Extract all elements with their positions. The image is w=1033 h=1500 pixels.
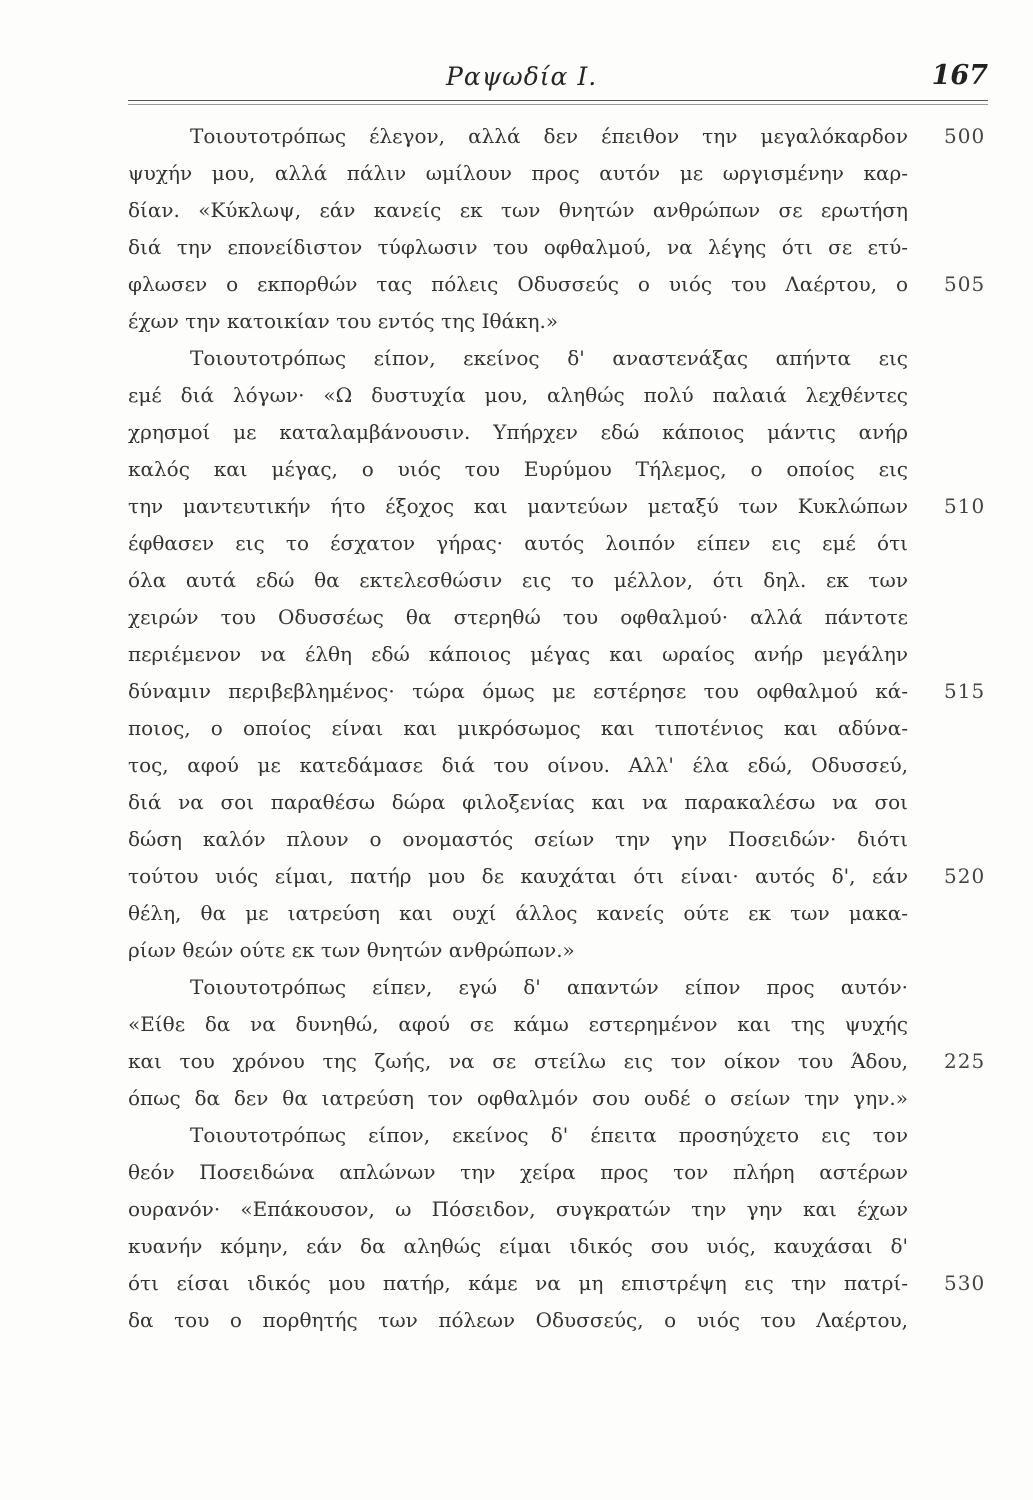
text-line [128,1006,908,1043]
line-text: διά να σοι παραθέσω δώρα φιλοξενίας και να παρακαλέσω να σοι [128,790,908,814]
text-line [128,1265,986,1302]
line-text: ότι είσαι ιδικός μου πατήρ, κάμε να μη επιστρέψη εις την πατρί- [128,1271,908,1295]
text-line [128,858,986,895]
text-line [128,229,908,266]
text-line [128,599,908,636]
line-text: ουρανόν· «Επάκουσον, ω Πόσειδον, συγκρατών την γην και έχων [128,1197,908,1221]
text-line [128,895,908,932]
text-line [128,1080,908,1117]
line-text: εμέ διά λόγων· «Ω δυστυχία μου, αληθώς πολύ παλαιά λεχθέντες [128,383,908,407]
page-number: 167 [931,60,988,91]
line-text: φλωσεν ο εκπορθών τας πόλεις Οδυσσεύς ο υιός του Λαέρτου, ο [128,272,908,296]
line-text: ρίων θεών ούτε εκ των θνητών ανθρώπων.» [128,938,575,962]
line-text: χειρών του Οδυσσέως θα στερηθώ του οφθαλμού· αλλά πάντοτε [128,605,908,629]
text-line [128,932,908,969]
line-text: δώση καλόν πλουν ο ονομαστός σείων την γην Ποσειδών· διότι [128,827,908,851]
text-line [128,303,908,340]
text-line [128,377,908,414]
text-line [128,1154,908,1191]
line-text: δίαν. «Κύκλωψ, εάν κανείς εκ των θνητών ανθρώπων σε ερωτήση [128,198,908,222]
line-number: 225 [944,1049,986,1073]
line-text: θεόν Ποσειδώνα απλώνων την χείρα προς τον πλήρη αστέρων [128,1160,908,1184]
text-line [128,1191,908,1228]
text-line [128,784,908,821]
line-text: χρησμοί με καταλαμβάνουσιν. Υπήρχεν εδώ κάποιος μάντις ανήρ [128,420,908,444]
text-line [128,710,908,747]
line-text: θέλη, θα με ιατρεύση και ουχί άλλος κανείς ούτε εκ των μακα- [128,901,908,925]
text-line [128,673,986,710]
line-text: Τοιουτοτρόπως είπον, εκείνος δ' έπειτα προσηύχετο εις τον [190,1123,908,1147]
running-head: Ραψωδία Ι. [446,62,598,91]
text-line [128,266,986,303]
line-text: έφθασεν εις το έσχατον γήρας· αυτός λοιπόν είπεν εις εμέ ότι [128,531,908,555]
line-text: τούτου υιός είμαι, πατήρ μου δε καυχάται ότι είναι· αυτός δ', εάν [128,864,908,888]
line-number: 500 [944,124,986,148]
text-line [128,155,908,192]
line-text: διά την επονείδιστον τύφλωσιν του οφθαλμού, να λέγης ότι σε ετύ- [128,235,908,259]
line-number: 505 [944,272,986,296]
line-text: έχων την κατοικίαν του εντός της Ιθάκη.» [128,309,559,333]
line-text: κυανήν κόμην, εάν δα αληθώς είμαι ιδικός σου υιός, καυχάσαι δ' [128,1234,908,1258]
line-text: όπως δα δεν θα ιατρεύση τον οφθαλμόν σου ουδέ ο σείων την γην.» [128,1086,908,1110]
page-header [128,60,988,102]
text-line [128,414,908,451]
text-line [128,821,908,858]
line-text: Τοιουτοτρόπως έλεγον, αλλά δεν έπειθον την μεγαλόκαρδον [190,124,908,148]
line-text: δα του ο πορθητής των πόλεων Οδυσσεύς, ο υιός του Λαέρτου, [128,1308,908,1332]
line-text: όλα αυτά εδώ θα εκτελεσθώσιν εις το μέλλον, ότι δηλ. εκ των [128,568,908,592]
text-line [128,747,908,784]
text-line [128,340,908,377]
text-line [128,1228,908,1265]
line-text: και του χρόνου της ζωής, να σε στείλω εις τον οίκον του Άδου, [128,1049,908,1073]
line-text: Τοιουτοτρόπως είπεν, εγώ δ' απαντών είπον προς αυτόν· [190,975,908,999]
text-line [128,562,908,599]
text-line [128,969,908,1006]
line-text: Τοιουτοτρόπως είπον, εκείνος δ' αναστενάξας απήντα εις [190,346,908,370]
header-rule [128,100,988,101]
line-number: 510 [944,494,986,518]
line-number: 515 [944,679,986,703]
line-text: δύναμιν περιβεβλημένος· τώρα όμως με εστέρησε του οφθαλμού κά- [128,679,908,703]
line-text: τος, αφού με κατεδάμασε διά του οίνου. Αλλ' έλα εδώ, Οδυσσεύ, [128,753,908,777]
header-rule-thin [128,104,988,105]
body-text [128,118,986,1339]
line-text: καλός και μέγας, ο υιός του Ευρύμου Τήλεμος, ο οποίος εις [128,457,908,481]
line-text: ποιος, ο οποίος είναι και μικρόσωμος και τιποτένιος και αδύνα- [128,716,908,740]
text-line [128,1117,908,1154]
line-number: 530 [944,1271,986,1295]
line-text: την μαντευτικήν ήτο έξοχος και μαντεύων μεταξύ των Κυκλώπων [128,494,908,518]
text-line [128,1043,986,1080]
text-line [128,1302,908,1339]
text-line [128,118,986,155]
line-text: περιέμενον να έλθη εδώ κάποιος μέγας και ωραίος ανήρ μεγάλην [128,642,908,666]
line-text: «Είθε δα να δυνηθώ, αφού σε κάμω εστερημένον και της ψυχής [128,1012,908,1036]
text-line [128,451,908,488]
text-line [128,636,908,673]
line-text: ψυχήν μου, αλλά πάλιν ωμίλουν προς αυτόν με ωργισμένην καρ- [128,161,908,185]
text-line [128,192,908,229]
text-line [128,488,986,525]
text-line [128,525,908,562]
line-number: 520 [944,864,986,888]
